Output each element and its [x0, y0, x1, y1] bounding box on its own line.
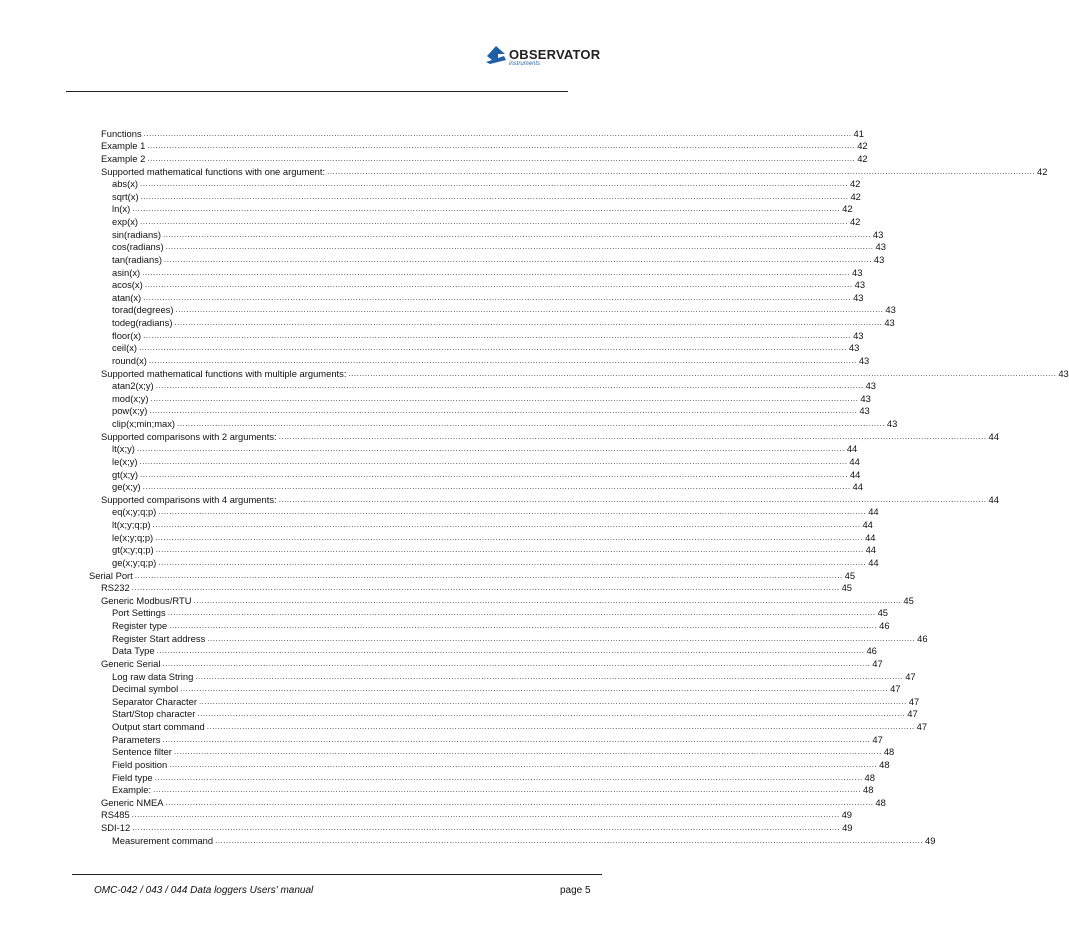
toc-entry-title: Separator Character	[112, 695, 197, 707]
toc-entry[interactable]	[0, 328, 864, 341]
toc-entry[interactable]	[0, 820, 853, 833]
toc-dot-leader: ....................................................................................................................................................................................................................................................................	[149, 406, 858, 416]
toc-entry[interactable]	[0, 517, 873, 530]
toc-entry-page: 43	[875, 241, 886, 253]
toc-entry-page: 44	[868, 556, 879, 568]
toc-entry-title: lt(x;y;q;p)	[112, 519, 151, 530]
toc-dot-leader: ....................................................................................................................................................................................................................................................................	[177, 419, 885, 428]
toc-dot-leader: ....................................................................................................................................................................................................................................................................	[131, 810, 840, 820]
toc-entry-title: floor(x)	[112, 329, 142, 341]
footer-divider	[72, 874, 602, 875]
toc-entry-page: 43	[865, 380, 877, 392]
toc-dot-leader: ....................................................................................................................................................................................................................................................................	[207, 633, 916, 643]
toc-entry-page: 43	[853, 291, 864, 303]
toc-entry[interactable]	[0, 656, 883, 669]
toc-entry-page: 43	[885, 304, 896, 316]
toc-entry-page: 48	[862, 784, 874, 796]
toc-entry-title: Field position	[112, 758, 168, 770]
toc-entry-page: 47	[890, 683, 901, 695]
toc-entry-page: 43	[884, 317, 895, 328]
toc-entry-title: todeg(radians)	[112, 317, 173, 328]
toc-entry-title: mod(x;y)	[112, 392, 149, 404]
logo-subtitle: instruments	[509, 61, 541, 67]
toc-dot-leader: ....................................................................................................................................................................................................................................................................	[134, 570, 843, 580]
toc-dot-leader: ....................................................................................................................................................................................................................................................................	[348, 368, 1057, 378]
toc-entry-title: Measurement command	[112, 834, 214, 846]
toc-entry-page: 48	[864, 771, 875, 783]
toc-entry[interactable]	[0, 416, 898, 429]
toc-dot-leader: ....................................................................................................................................................................................................................................................................	[180, 684, 889, 694]
toc-entry[interactable]	[0, 379, 877, 392]
toc-entry-page: 44	[868, 506, 879, 518]
toc-entry[interactable]	[0, 151, 868, 164]
toc-entry-title: sin(radians)	[112, 228, 161, 240]
toc-entry[interactable]	[0, 644, 877, 657]
toc-entry[interactable]	[0, 252, 885, 265]
toc-entry[interactable]	[0, 139, 868, 152]
toc-entry-title: le(x;y)	[112, 455, 138, 467]
toc-entry-page: 42	[857, 140, 868, 152]
toc-entry-page: 44	[846, 443, 858, 455]
toc-entry[interactable]	[0, 694, 920, 707]
toc-entry-page: 43	[873, 253, 885, 265]
toc-entry-title: Log raw data String	[112, 670, 194, 682]
toc-entry[interactable]	[0, 669, 916, 682]
toc-entry-title: acos(x)	[112, 279, 143, 291]
toc-entry-page: 47	[907, 708, 918, 720]
toc-entry-page: 47	[872, 657, 883, 669]
toc-entry-title: sqrt(x)	[112, 190, 139, 202]
toc-dot-leader: ....................................................................................................................................................................................................................................................................	[136, 444, 845, 454]
toc-entry-title: Example 2	[101, 152, 146, 164]
toc-entry-title: asin(x)	[112, 266, 141, 278]
toc-entry-page: 42	[842, 203, 853, 215]
toc-entry-page: 42	[850, 190, 861, 202]
toc-dot-leader: ....................................................................................................................................................................................................................................................................	[143, 292, 852, 302]
toc-dot-leader: ....................................................................................................................................................................................................................................................................	[155, 545, 864, 555]
toc-dot-leader: ....................................................................................................................................................................................................................................................................	[206, 722, 915, 731]
toc-entry-page: 44	[852, 481, 863, 493]
toc-entry-title: atan2(x;y)	[112, 380, 154, 392]
toc-entry-title: Port Settings	[112, 607, 166, 619]
toc-entry-title: gt(x;y;q;p)	[112, 544, 154, 556]
toc-entry-page: 44	[849, 468, 861, 480]
toc-entry-title: RS485	[101, 809, 130, 821]
observator-logo	[484, 42, 604, 70]
toc-dot-leader: ....................................................................................................................................................................................................................................................................	[139, 456, 848, 466]
toc-entry-page: 46	[866, 645, 877, 657]
toc-entry[interactable]	[0, 795, 886, 808]
toc-entry-page: 46	[917, 632, 928, 644]
toc-entry-page: 43	[860, 392, 871, 404]
toc-entry-page: 48	[875, 796, 886, 808]
toc-entry-title: Parameters	[112, 733, 161, 745]
toc-dot-leader: ....................................................................................................................................................................................................................................................................	[175, 305, 884, 315]
toc-dot-leader: ....................................................................................................................................................................................................................................................................	[132, 823, 841, 832]
toc-entry-page: 43	[858, 354, 870, 366]
footer-page-number: page 5	[560, 885, 591, 896]
toc-dot-leader: ....................................................................................................................................................................................................................................................................	[152, 520, 861, 529]
toc-dot-leader: ....................................................................................................................................................................................................................................................................	[278, 494, 987, 504]
toc-dot-leader: ....................................................................................................................................................................................................................................................................	[140, 179, 848, 189]
toc-dot-leader: ....................................................................................................................................................................................................................................................................	[165, 242, 874, 252]
toc-dot-leader: ....................................................................................................................................................................................................................................................................	[143, 330, 852, 340]
toc-entry-title: Serial Port	[89, 569, 133, 581]
toc-entry[interactable]	[0, 833, 936, 846]
toc-dot-leader: ....................................................................................................................................................................................................................................................................	[153, 785, 861, 795]
toc-dot-leader: ....................................................................................................................................................................................................................................................................	[140, 469, 848, 479]
toc-entry-title: Generic Serial	[101, 657, 161, 669]
toc-dot-leader: ....................................................................................................................................................................................................................................................................	[174, 318, 883, 327]
toc-entry-page: 49	[842, 822, 853, 833]
toc-entry[interactable]	[0, 757, 890, 770]
toc-entry-page: 47	[908, 695, 920, 707]
toc-entry-page: 45	[841, 582, 852, 594]
toc-dot-leader: ....................................................................................................................................................................................................................................................................	[167, 608, 876, 618]
toc-entry-title: Sentence filter	[112, 746, 172, 758]
toc-entry[interactable]	[0, 593, 914, 606]
toc-entry[interactable]	[0, 808, 852, 821]
toc-entry-title: Supported mathematical functions with multiple arguments:	[101, 367, 347, 379]
observator-logo-icon	[484, 42, 508, 66]
toc-entry-title: Data Type	[112, 645, 155, 657]
toc-entry[interactable]	[0, 505, 879, 518]
toc-dot-leader: ....................................................................................................................................................................................................................................................................	[143, 128, 852, 138]
toc-dot-leader: ....................................................................................................................................................................................................................................................................	[162, 229, 871, 239]
toc-entry[interactable]	[0, 454, 860, 467]
toc-entry-title: ceil(x)	[112, 342, 137, 354]
toc-dot-leader: ....................................................................................................................................................................................................................................................................	[198, 696, 907, 706]
toc-entry-page: 42	[849, 178, 861, 190]
toc-entry-page: 43	[872, 228, 884, 240]
toc-entry[interactable]	[0, 353, 870, 366]
toc-entry-title: Register type	[112, 620, 168, 631]
toc-entry[interactable]	[0, 240, 886, 253]
toc-entry[interactable]	[0, 707, 918, 720]
toc-dot-leader: ....................................................................................................................................................................................................................................................................	[193, 595, 902, 605]
toc-dot-leader: ....................................................................................................................................................................................................................................................................	[278, 431, 987, 441]
toc-entry-title: Output start command	[112, 721, 205, 732]
toc-entry-page: 44	[865, 544, 877, 556]
toc-entry[interactable]	[0, 177, 861, 190]
toc-entry[interactable]	[0, 404, 870, 417]
toc-entry[interactable]	[0, 126, 864, 139]
toc-entry-page: 45	[877, 607, 889, 619]
toc-entry[interactable]	[0, 341, 860, 354]
toc-dot-leader: ....................................................................................................................................................................................................................................................................	[142, 267, 851, 277]
toc-dot-leader: ....................................................................................................................................................................................................................................................................	[147, 153, 856, 163]
toc-entry-page: 48	[883, 746, 895, 758]
toc-entry-page: 47	[905, 670, 916, 682]
toc-entry-page: 44	[865, 531, 876, 543]
toc-entry-title: Supported comparisons with 4 arguments:	[101, 493, 277, 505]
toc-entry[interactable]	[0, 480, 863, 493]
toc-dot-leader: ....................................................................................................................................................................................................................................................................	[144, 280, 853, 290]
toc-entry-page: 45	[844, 569, 856, 581]
toc-entry-title: Supported comparisons with 2 arguments:	[101, 430, 277, 442]
toc-entry[interactable]	[0, 783, 874, 796]
toc-dot-leader: ....................................................................................................................................................................................................................................................................	[169, 621, 878, 630]
toc-entry-title: Decimal symbol	[112, 683, 179, 695]
toc-entry[interactable]	[0, 227, 884, 240]
toc-entry[interactable]	[0, 442, 858, 455]
toc-entry-page: 43	[854, 279, 866, 291]
toc-entry-page: 41	[853, 127, 864, 139]
toc-entry-title: abs(x)	[112, 178, 139, 190]
toc-entry[interactable]	[0, 555, 879, 568]
toc-entry[interactable]	[0, 164, 1048, 177]
toc-entry-page: 45	[903, 594, 914, 606]
toc-dot-leader: ....................................................................................................................................................................................................................................................................	[215, 835, 923, 845]
toc-entry-page: 42	[849, 216, 861, 227]
toc-entry-page: 47	[872, 733, 883, 745]
toc-dot-leader: ....................................................................................................................................................................................................................................................................	[132, 204, 841, 214]
toc-entry-page: 44	[988, 430, 999, 442]
toc-dot-leader: ....................................................................................................................................................................................................................................................................	[195, 671, 904, 681]
toc-entry[interactable]	[0, 682, 901, 695]
toc-entry-title: Generic NMEA	[101, 796, 164, 808]
toc-entry[interactable]	[0, 265, 863, 278]
toc-entry[interactable]	[0, 618, 890, 631]
toc-entry-title: exp(x)	[112, 216, 139, 227]
toc-entry[interactable]	[0, 429, 999, 442]
toc-entry-title: atan(x)	[112, 291, 142, 303]
toc-entry-title: le(x;y;q;p)	[112, 531, 154, 543]
toc-entry-page: 44	[988, 493, 999, 505]
toc-entry-page: 43	[859, 405, 870, 417]
toc-entry-page: 42	[1036, 165, 1048, 177]
toc-entry-page: 43	[886, 418, 898, 429]
toc-entry-title: Start/Stop character	[112, 708, 196, 720]
toc-entry-title: SDI-12	[101, 822, 131, 833]
toc-entry-title: Supported mathematical functions with one argument:	[101, 165, 326, 177]
toc-entry[interactable]	[0, 467, 861, 480]
toc-entry[interactable]	[0, 214, 861, 227]
footer-manual-title: OMC-042 / 043 / 044 Data loggers Users' manual	[94, 885, 314, 896]
toc-dot-leader: ....................................................................................................................................................................................................................................................................	[147, 141, 856, 151]
toc-entry-title: ge(x;y;q;p)	[112, 556, 157, 568]
toc-entry-page: 43	[1058, 367, 1069, 379]
toc-dot-leader: ....................................................................................................................................................................................................................................................................	[197, 709, 906, 719]
toc-dot-leader: ....................................................................................................................................................................................................................................................................	[169, 759, 878, 769]
toc-entry-page: 49	[924, 834, 936, 846]
toc-entry-title: pow(x;y)	[112, 405, 148, 417]
toc-dot-leader: ....................................................................................................................................................................................................................................................................	[162, 658, 871, 668]
toc-entry-title: Functions	[101, 127, 142, 139]
toc-entry-title: tan(radians)	[112, 253, 163, 265]
toc-entry[interactable]	[0, 745, 895, 758]
toc-entry-title: Example 1	[101, 140, 146, 152]
toc-entry-page: 43	[853, 329, 864, 341]
toc-dot-leader: ....................................................................................................................................................................................................................................................................	[155, 532, 864, 542]
toc-dot-leader: ....................................................................................................................................................................................................................................................................	[155, 381, 864, 391]
toc-entry-page: 42	[857, 152, 868, 164]
toc-entry[interactable]	[0, 606, 889, 619]
toc-entry[interactable]	[0, 631, 928, 644]
toc-dot-leader: ....................................................................................................................................................................................................................................................................	[156, 646, 865, 656]
toc-entry-page: 49	[841, 809, 852, 821]
toc-dot-leader: ....................................................................................................................................................................................................................................................................	[164, 254, 872, 264]
toc-dot-leader: ....................................................................................................................................................................................................................................................................	[162, 734, 871, 744]
toc-entry-page: 47	[916, 721, 928, 732]
toc-entry-title: torad(degrees)	[112, 304, 174, 316]
toc-entry[interactable]	[0, 581, 852, 594]
toc-entry-title: ln(x)	[112, 203, 131, 215]
logo-name: OBSERVATOR	[509, 47, 601, 62]
toc-dot-leader: ....................................................................................................................................................................................................................................................................	[150, 393, 859, 403]
toc-entry-title: Field type	[112, 771, 153, 783]
toc-entry-title: Register Start address	[112, 632, 206, 644]
toc-entry-title: cos(radians)	[112, 241, 164, 253]
toc-entry[interactable]	[0, 278, 866, 291]
toc-entry-title: ge(x;y)	[112, 481, 141, 493]
toc-entry[interactable]	[0, 568, 856, 581]
toc-dot-leader: ....................................................................................................................................................................................................................................................................	[140, 191, 849, 201]
toc-dot-leader: ....................................................................................................................................................................................................................................................................	[131, 583, 840, 593]
header-divider	[66, 91, 568, 92]
toc-entry[interactable]	[0, 391, 871, 404]
toc-dot-leader: ....................................................................................................................................................................................................................................................................	[158, 557, 867, 567]
toc-dot-leader: ....................................................................................................................................................................................................................................................................	[140, 217, 848, 226]
toc-entry-title: Generic Modbus/RTU	[101, 594, 192, 606]
toc-entry[interactable]	[0, 530, 876, 543]
toc-entry-title: eq(x;y;q;p)	[112, 506, 157, 518]
toc-entry[interactable]	[0, 290, 864, 303]
toc-dot-leader: ....................................................................................................................................................................................................................................................................	[158, 507, 867, 517]
toc-entry[interactable]	[0, 366, 1069, 379]
toc-entry[interactable]	[0, 315, 895, 328]
toc-entry-title: round(x)	[112, 354, 147, 366]
toc-entry[interactable]	[0, 189, 861, 202]
table-of-contents	[0, 126, 1069, 846]
toc-entry-page: 43	[848, 342, 860, 354]
toc-dot-leader: ....................................................................................................................................................................................................................................................................	[173, 747, 882, 757]
toc-entry[interactable]	[0, 770, 875, 783]
toc-entry[interactable]	[0, 303, 896, 316]
toc-entry-title: Example:	[112, 784, 152, 796]
toc-entry[interactable]	[0, 492, 999, 505]
toc-dot-leader: ....................................................................................................................................................................................................................................................................	[139, 343, 847, 353]
toc-dot-leader: ....................................................................................................................................................................................................................................................................	[154, 772, 863, 782]
toc-dot-leader: ....................................................................................................................................................................................................................................................................	[327, 166, 1035, 176]
toc-entry-page: 46	[879, 620, 890, 631]
toc-entry-page: 48	[879, 758, 890, 770]
toc-entry[interactable]	[0, 543, 877, 556]
toc-dot-leader: ....................................................................................................................................................................................................................................................................	[148, 355, 857, 365]
toc-entry-page: 44	[849, 455, 860, 467]
toc-entry-title: lt(x;y)	[112, 443, 135, 455]
toc-dot-leader: ....................................................................................................................................................................................................................................................................	[142, 482, 851, 492]
toc-entry-title: RS232	[101, 582, 130, 594]
toc-entry-page: 43	[852, 266, 863, 278]
toc-entry-title: gt(x;y)	[112, 468, 139, 480]
toc-entry[interactable]	[0, 719, 928, 732]
toc-dot-leader: ....................................................................................................................................................................................................................................................................	[165, 797, 874, 807]
toc-entry-page: 44	[862, 519, 873, 530]
toc-entry-title: clip(x;min;max)	[112, 418, 176, 429]
toc-entry[interactable]	[0, 732, 883, 745]
toc-entry[interactable]	[0, 202, 853, 215]
